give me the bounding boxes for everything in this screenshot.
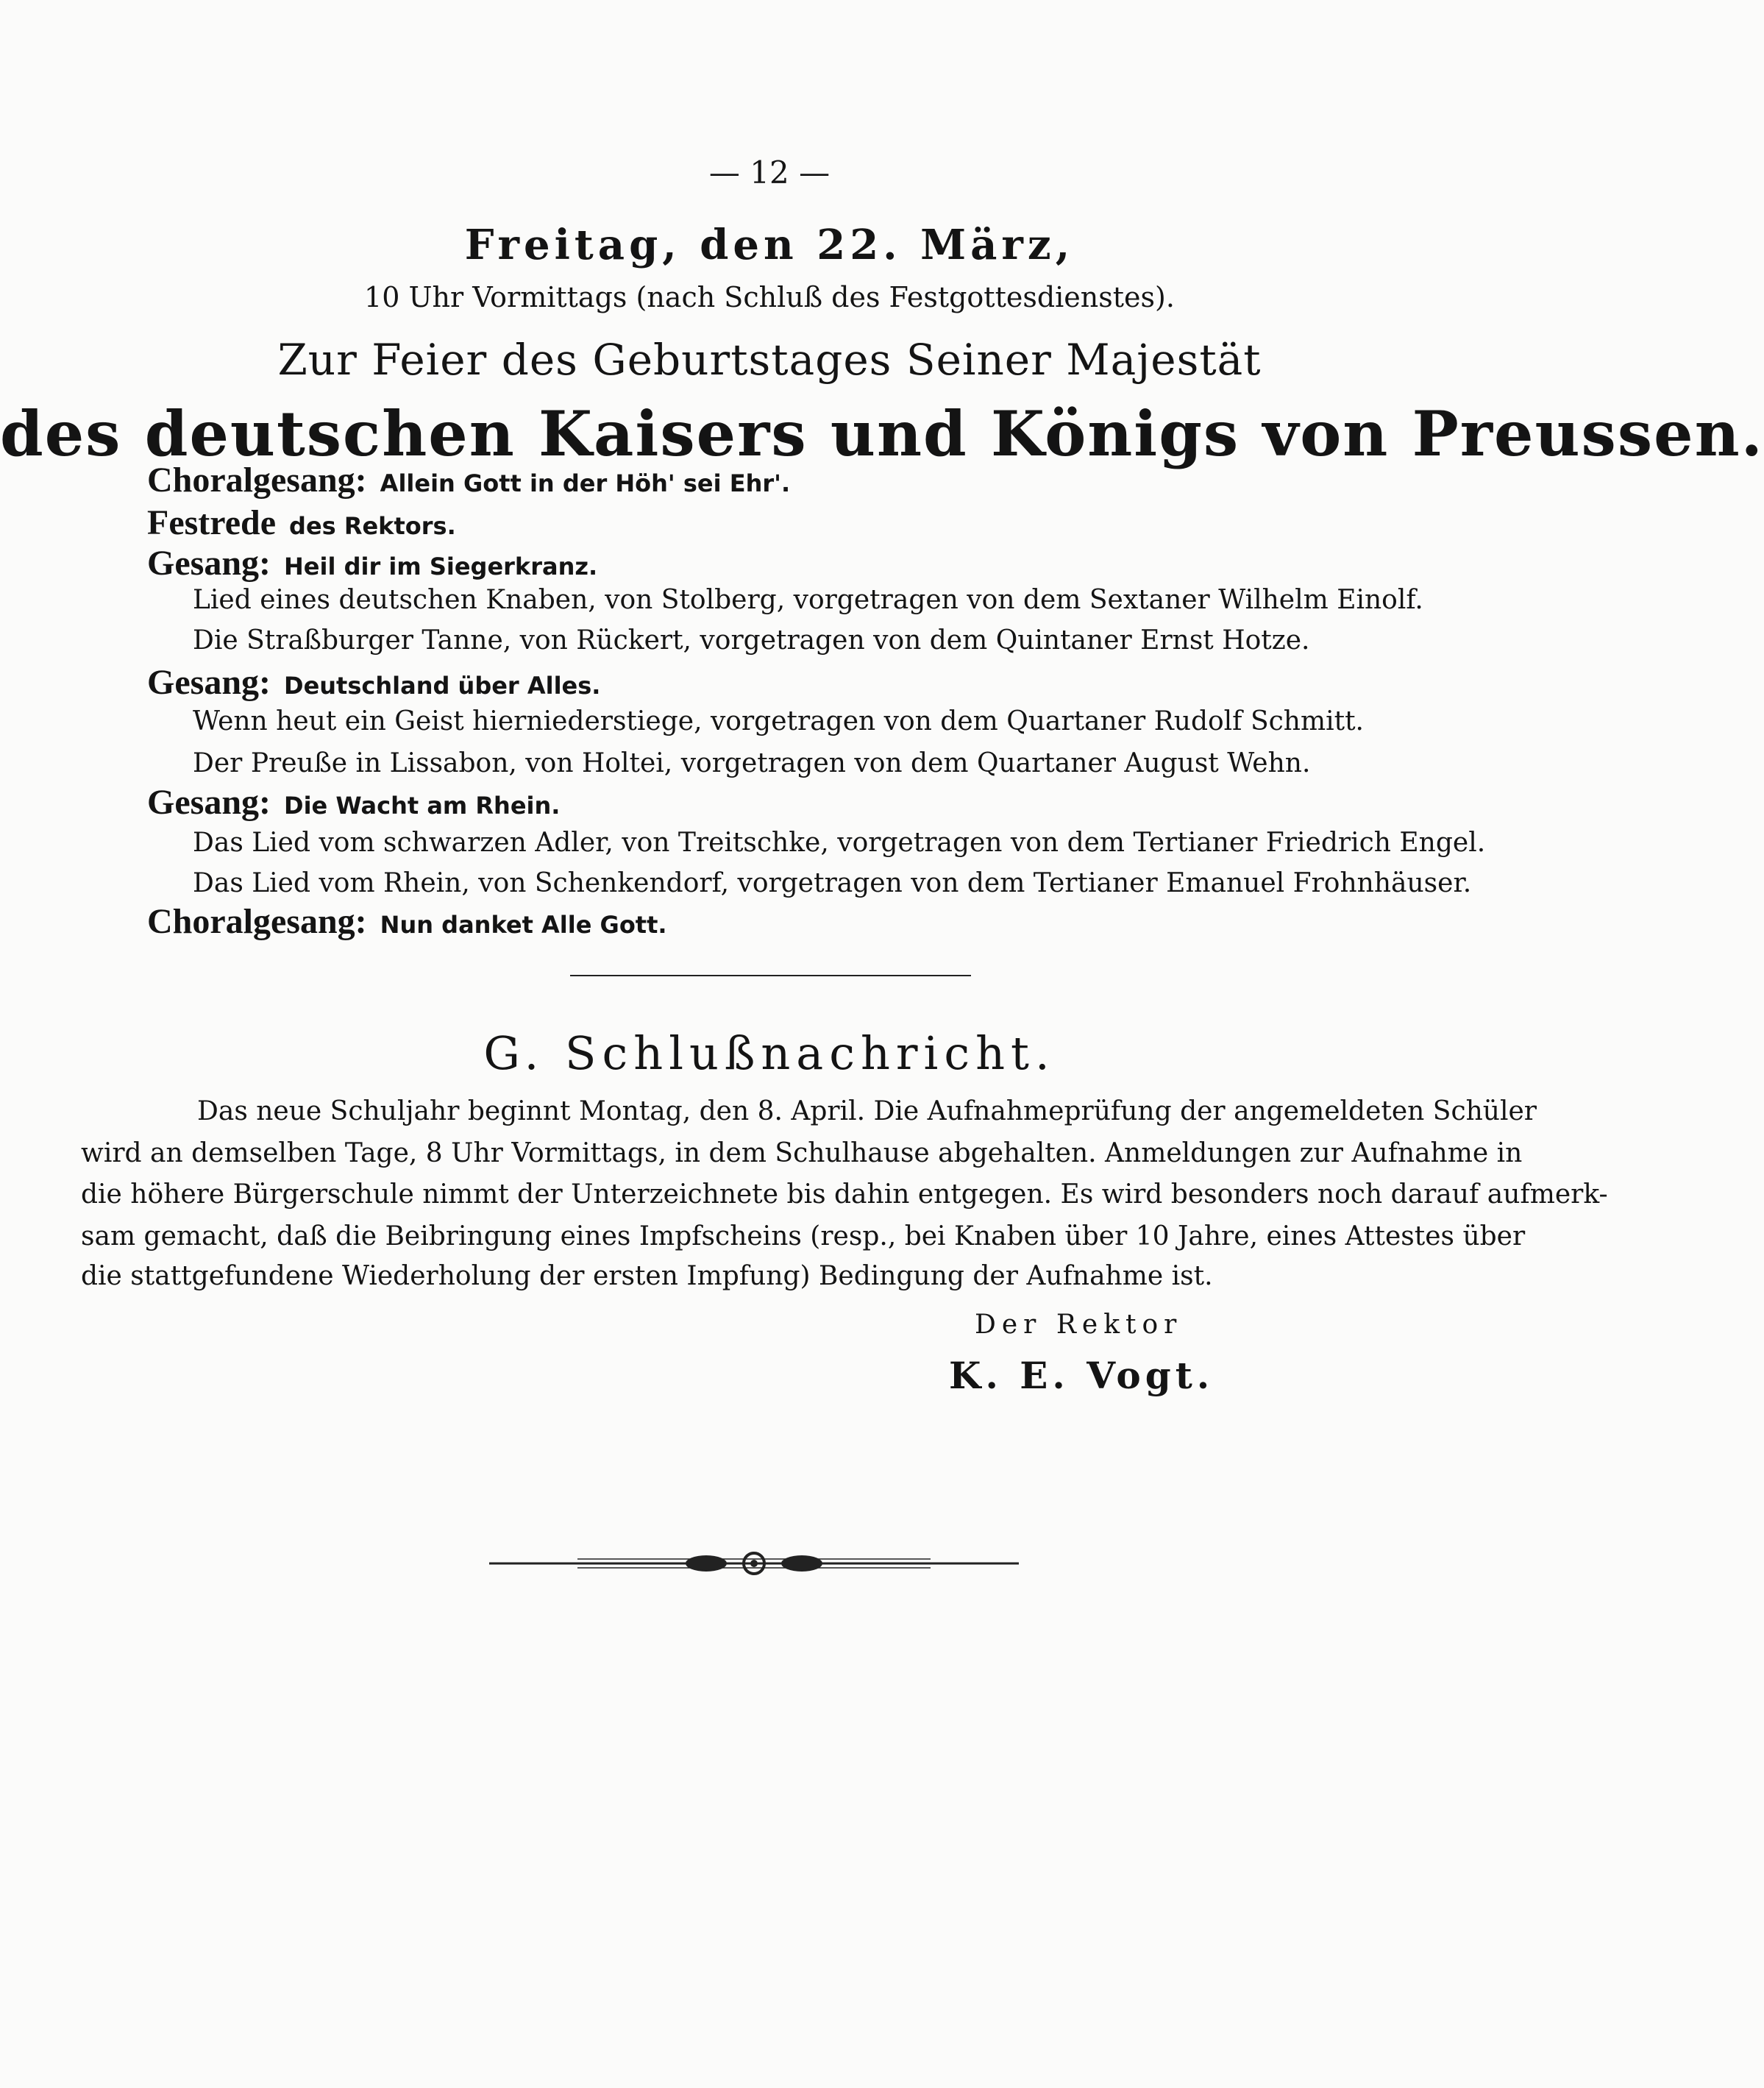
program-label: Gesang: <box>147 544 271 583</box>
celebration-title: Zur Feier des Geburtstages Seiner Majestät <box>277 335 1262 385</box>
ornament-divider <box>489 1549 1019 1578</box>
program-recital: Der Preuße in Lissabon, von Holtei, vorgetragen von dem Quartaner August Wehn. <box>193 748 1311 778</box>
time-line: 10 Uhr Vormittags (nach Schluß des Festgottesdienstes). <box>364 281 1175 313</box>
ornament-mark <box>686 1555 727 1572</box>
page-number: — 12 — <box>708 155 831 191</box>
paragraph-line: sam gemacht, daß die Beibringung eines Impfscheins (resp., bei Knaben über 10 Jahre, eines Attestes über <box>81 1221 1526 1251</box>
program-text: Deutschland über Alles. <box>284 672 601 700</box>
program-label: Gesang: <box>147 783 271 822</box>
paragraph-line: Das neue Schuljahr beginnt Montag, den 8. April. Die Aufnahmeprüfung der angemeldeten Schüler <box>197 1096 1537 1126</box>
program-item <box>147 543 597 583</box>
program-label: Choralgesang: <box>147 461 367 500</box>
program-recital: Wenn heut ein Geist hierniederstiege, vorgetragen von dem Quartaner Rudolf Schmitt. <box>193 706 1364 736</box>
program-text: Die Wacht am Rhein. <box>284 792 561 820</box>
section-heading: G. Schlußnachricht. <box>483 1026 1056 1080</box>
ornament-mark <box>750 1560 758 1567</box>
program-text: des Rektors. <box>289 512 456 540</box>
program-recital: Das Lied vom schwarzen Adler, von Treitschke, vorgetragen von dem Tertianer Friedrich Engel. <box>193 828 1486 858</box>
program-text: Heil dir im Siegerkranz. <box>284 553 598 580</box>
emperor-title: des deutschen Kaisers und Königs von Preussen. <box>0 397 1764 470</box>
program-recital: Das Lied vom Rhein, von Schenkendorf, vorgetragen von dem Tertianer Emanuel Frohnhäuser. <box>193 868 1472 898</box>
program-label: Festrede <box>147 503 277 542</box>
program-item <box>147 503 456 543</box>
paragraph-line: wird an demselben Tage, 8 Uhr Vormittags, in dem Schulhause abgehalten. Anmeldungen zur Aufnahme in <box>81 1138 1523 1168</box>
program-label: Choralgesang: <box>147 902 367 941</box>
paragraph-line: die höhere Bürgerschule nimmt der Unterzeichnete bis dahin entgegen. Es wird besonders noch darauf aufmerk- <box>81 1179 1608 1210</box>
signature-name: K. E. Vogt. <box>949 1354 1214 1397</box>
paragraph-line: die stattgefundene Wiederholung der ersten Impfung) Bedingung der Aufnahme ist. <box>81 1261 1213 1291</box>
program-item <box>147 901 667 942</box>
program-text: Allein Gott in der Höh' sei Ehr'. <box>380 469 791 497</box>
program-text: Nun danket Alle Gott. <box>380 911 667 939</box>
signature-title: Der Rektor <box>975 1310 1183 1340</box>
section-divider <box>570 975 971 976</box>
date-heading: Freitag, den 22. März, <box>464 221 1075 269</box>
program-item <box>147 782 560 823</box>
program-recital: Die Straßburger Tanne, von Rückert, vorgetragen von dem Quintaner Ernst Hotze. <box>193 625 1310 656</box>
program-recital: Lied eines deutschen Knaben, von Stolberg, vorgetragen von dem Sextaner Wilhelm Einolf. <box>193 585 1423 615</box>
ornament-mark <box>781 1555 822 1572</box>
program-item <box>147 460 790 500</box>
program-label: Gesang: <box>147 663 271 702</box>
program-item <box>147 662 600 703</box>
